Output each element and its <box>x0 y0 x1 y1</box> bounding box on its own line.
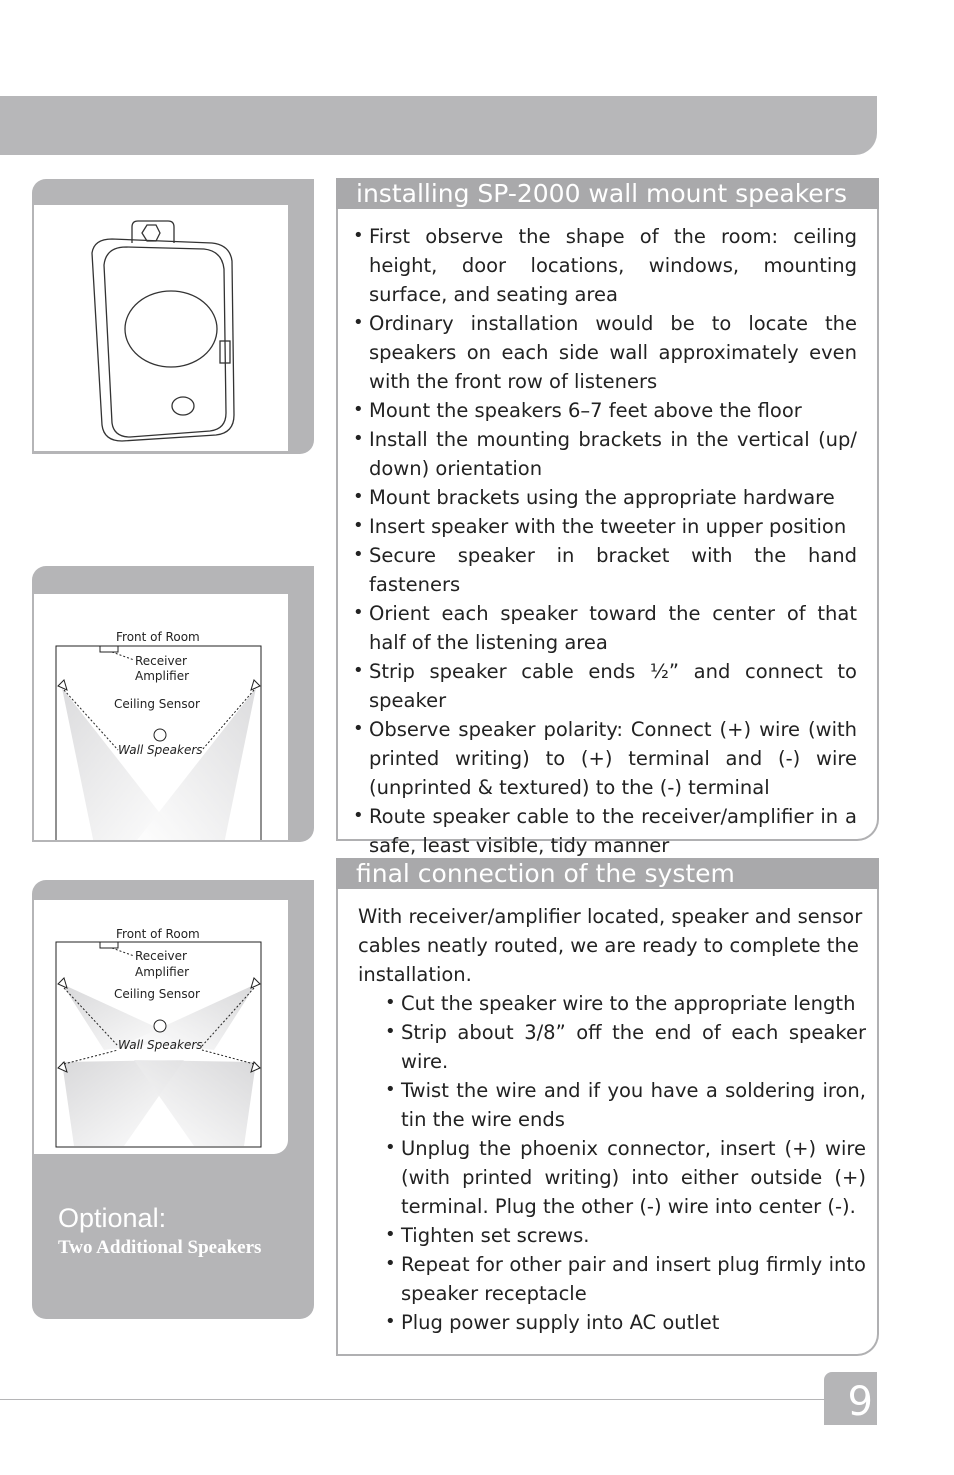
final-section-intro: With receiver/amplifier located, speaker and sensor cables neatly routed, we are ready to complete the installation. <box>358 905 863 986</box>
ceiling-sensor-label: Ceiling Sensor <box>114 697 200 711</box>
install-step: • Secure speaker in bracket with the hand fasteners <box>353 541 857 599</box>
optional-subtitle: Two Additional Speakers <box>58 1237 262 1258</box>
install-section <box>336 178 879 857</box>
install-step: • Install the mounting brackets in the vertical (up/ down) orientation <box>353 425 857 483</box>
room-diagram-svg <box>34 594 288 840</box>
ceiling-sensor-icon <box>154 1020 166 1032</box>
speaker-illustration-panel <box>32 179 314 454</box>
final-step: • Unplug the phoenix connector, insert (+) wire (with printed writing) into either outside (+) terminal. Plug the other (-) wire into center (-). <box>385 1134 866 1221</box>
ceiling-sensor-label: Ceiling Sensor <box>114 987 200 1001</box>
page-number: 9 <box>824 1372 877 1425</box>
final-steps-list <box>385 989 866 1337</box>
optional-title: Optional: <box>58 1203 167 1233</box>
install-step: • Route speaker cable to the receiver/amplifier in a safe, least visible, tidy manner <box>353 802 857 860</box>
wall-speaker-front-right-icon <box>251 978 260 988</box>
amplifier-label: Amplifier <box>135 965 190 979</box>
install-section-title: installing SP-2000 wall mount speakers <box>336 178 879 209</box>
final-connection-section <box>336 858 879 1356</box>
install-step: • Mount the speakers 6–7 feet above the floor <box>353 396 857 425</box>
install-step: • Insert speaker with the tweeter in upper position <box>353 512 857 541</box>
front-of-room-label: Front of Room <box>116 927 200 941</box>
final-step: • Twist the wire and if you have a soldering iron, tin the wire ends <box>385 1076 866 1134</box>
optional-room-diagram-panel <box>32 880 314 1319</box>
top-band <box>0 96 877 155</box>
final-step: • Strip about 3/8” off the end of each speaker wire. <box>385 1018 866 1076</box>
wall-speaker-front-left-icon <box>58 978 67 988</box>
speaker-illustration-frame <box>34 205 288 451</box>
wall-speakers-label: Wall Speakers <box>118 1038 203 1052</box>
install-step: • Mount brackets using the appropriate hardware <box>353 483 857 512</box>
final-step: • Repeat for other pair and insert plug firmly into speaker receptacle <box>385 1250 866 1308</box>
receiver-label: Receiver <box>135 949 187 963</box>
speaker-illustration <box>34 205 288 451</box>
final-step: • Cut the speaker wire to the appropriate length <box>385 989 866 1018</box>
wall-speaker-left-icon <box>58 680 67 690</box>
wall-speakers-label: Wall Speakers <box>118 743 203 757</box>
receiver-leader <box>112 652 134 660</box>
ceiling-sensor-icon <box>154 729 166 741</box>
install-step: • Observe speaker polarity: Connect (+) wire (with printed writing) to (+) terminal and (-) wire (unprinted & textured) to the (-) terminal <box>353 715 857 802</box>
install-step: • First observe the shape of the room: ceiling height, door locations, windows, mounting surface, and seating area <box>353 222 857 309</box>
receiver-box <box>100 942 118 948</box>
receiver-label: Receiver <box>135 654 187 668</box>
optional-room-diagram <box>34 900 288 1154</box>
install-step: • Strip speaker cable ends ½” and connect to speaker <box>353 657 857 715</box>
receiver-leader <box>112 948 134 956</box>
footer-rule <box>0 1399 826 1400</box>
install-steps-list <box>353 222 857 860</box>
room-diagram <box>34 594 288 840</box>
final-step: • Tighten set screws. <box>385 1221 866 1250</box>
wall-speaker-right-icon <box>251 680 260 690</box>
front-of-room-label: Front of Room <box>116 630 200 644</box>
receiver-box <box>100 646 118 652</box>
final-section-title: final connection of the system <box>336 858 879 889</box>
optional-room-diagram-svg <box>34 900 288 1154</box>
final-step: • Plug power supply into AC outlet <box>385 1308 866 1337</box>
install-step: • Orient each speaker toward the center of that half of the listening area <box>353 599 857 657</box>
amplifier-label: Amplifier <box>135 669 190 683</box>
install-step: • Ordinary installation would be to locate the speakers on each side wall approximately even with the front row of listeners <box>353 309 857 396</box>
room-diagram-panel <box>32 566 314 842</box>
